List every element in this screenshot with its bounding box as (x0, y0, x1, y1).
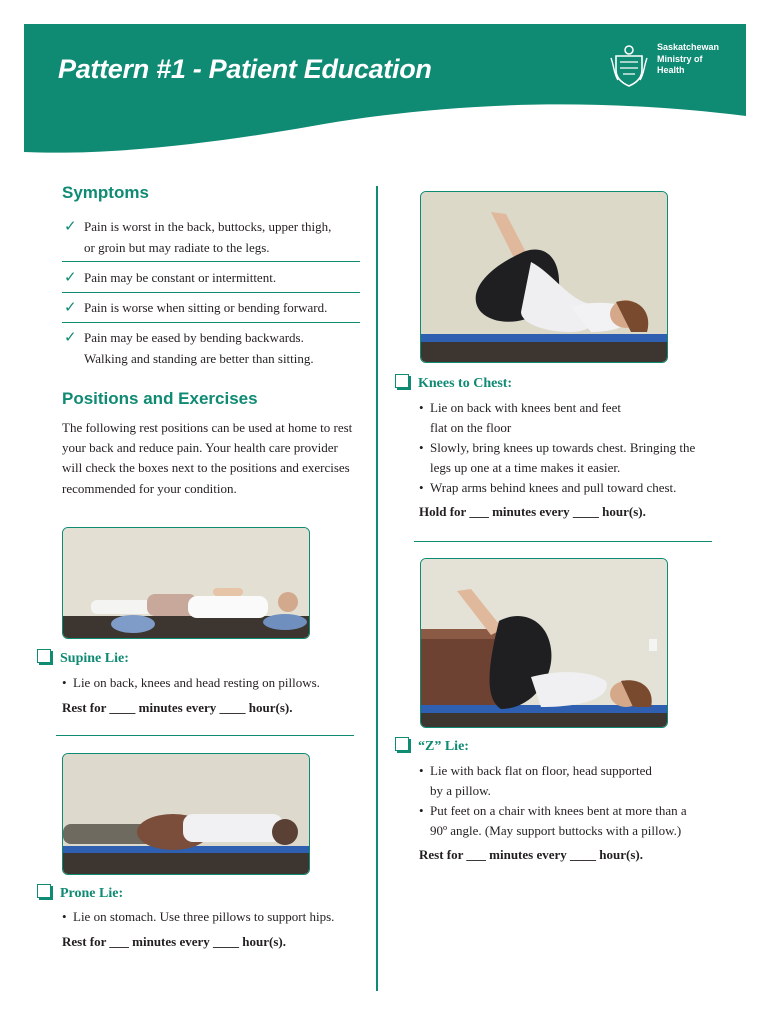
z-lie-title-text: “Z” Lie: (418, 739, 469, 754)
section-divider (414, 541, 712, 542)
instruction-line: • Slowly, bring knees up towards chest. Bringing the (419, 438, 695, 458)
symptom-text: or groin but may radiate to the legs. (84, 239, 270, 255)
supine-frequency: Rest for ____ minutes every ____ hour(s). (62, 700, 293, 715)
symptom-item (62, 217, 360, 258)
knees-to-chest-photo (420, 191, 668, 363)
symptom-divider (62, 322, 360, 323)
instruction-line: • Lie on back with knees bent and feet (419, 398, 695, 418)
knees-title (395, 374, 512, 392)
symptom-item (62, 328, 360, 369)
supine-checkbox[interactable] (37, 649, 51, 663)
instruction-line: • Lie on back, knees and head resting on pillows. (62, 673, 320, 693)
intro-line: recommended for your condition. (62, 480, 237, 496)
prone-instructions (62, 907, 334, 927)
z-lie-title (395, 737, 469, 755)
symptom-item (62, 298, 360, 319)
intro-line: will check the boxes next to the positions and exercises (62, 460, 350, 476)
instruction-line: 90º angle. (May support buttocks with a pillow.) (430, 823, 682, 838)
prone-title-text: Prone Lie: (60, 886, 124, 901)
z-lie-checkbox[interactable] (395, 737, 409, 751)
ministry-line: Saskatchewan (657, 42, 720, 52)
page-title: Pattern #1 - Patient Education (58, 54, 432, 84)
instruction-line: legs up one at a time makes it easier. (430, 460, 621, 475)
supine-lie-photo (62, 527, 310, 639)
intro-line: The following rest positions can be used at home to rest (62, 420, 353, 435)
section-divider (56, 735, 354, 736)
z-lie-frequency: Rest for ___ minutes every ____ hour(s). (419, 847, 643, 862)
prone-frequency: Rest for ___ minutes every ____ hour(s). (62, 934, 286, 949)
symptom-divider (62, 292, 360, 293)
intro-line: your back and reduce pain. Your health care provider (62, 440, 338, 456)
z-lie-photo (420, 558, 668, 728)
instruction-line: by a pillow. (430, 783, 491, 798)
supine-title (37, 649, 129, 667)
knees-instructions (419, 398, 695, 498)
positions-heading: Positions and Exercises (62, 389, 258, 408)
crest-icon (610, 44, 648, 88)
symptom-text: Pain may be eased by bending backwards. (84, 330, 304, 345)
ministry-line: Ministry of (657, 53, 703, 64)
instruction-line: flat on the floor (430, 420, 512, 435)
ministry-line: Health (657, 65, 685, 75)
column-divider (376, 186, 378, 991)
checkmark-icon: ✓ (64, 217, 77, 235)
instruction-line: • Wrap arms behind knees and pull toward chest. (419, 478, 695, 498)
checkmark-icon: ✓ (64, 328, 77, 346)
prone-lie-photo (62, 753, 310, 875)
checkmark-icon: ✓ (64, 268, 77, 286)
prone-checkbox[interactable] (37, 884, 51, 898)
knees-frequency: Hold for ___ minutes every ____ hour(s). (419, 504, 646, 519)
symptom-item (62, 268, 360, 289)
z-lie-instructions (419, 761, 687, 841)
knees-checkbox[interactable] (395, 374, 409, 388)
instruction-line: • Lie with back flat on floor, head supported (419, 761, 687, 781)
ministry-name (657, 42, 719, 77)
symptom-divider (62, 261, 360, 262)
symptoms-heading: Symptoms (62, 183, 149, 202)
prone-title (37, 884, 123, 902)
symptom-text: Pain is worse when sitting or bending forward. (84, 300, 328, 315)
checkmark-icon: ✓ (64, 298, 77, 316)
positions-intro (62, 418, 362, 499)
supine-title-text: Supine Lie: (60, 651, 129, 666)
instruction-line: • Put feet on a chair with knees bent at more than a (419, 801, 687, 821)
symptom-text: Pain is worst in the back, buttocks, upper thigh, (84, 219, 332, 234)
symptom-text: Walking and standing are better than sitting. (84, 350, 314, 366)
page-header (24, 24, 746, 158)
symptom-text: Pain may be constant or intermittent. (84, 270, 277, 285)
supine-instructions (62, 673, 320, 693)
instruction-line: • Lie on stomach. Use three pillows to support hips. (62, 907, 334, 927)
knees-title-text: Knees to Chest: (418, 376, 513, 391)
